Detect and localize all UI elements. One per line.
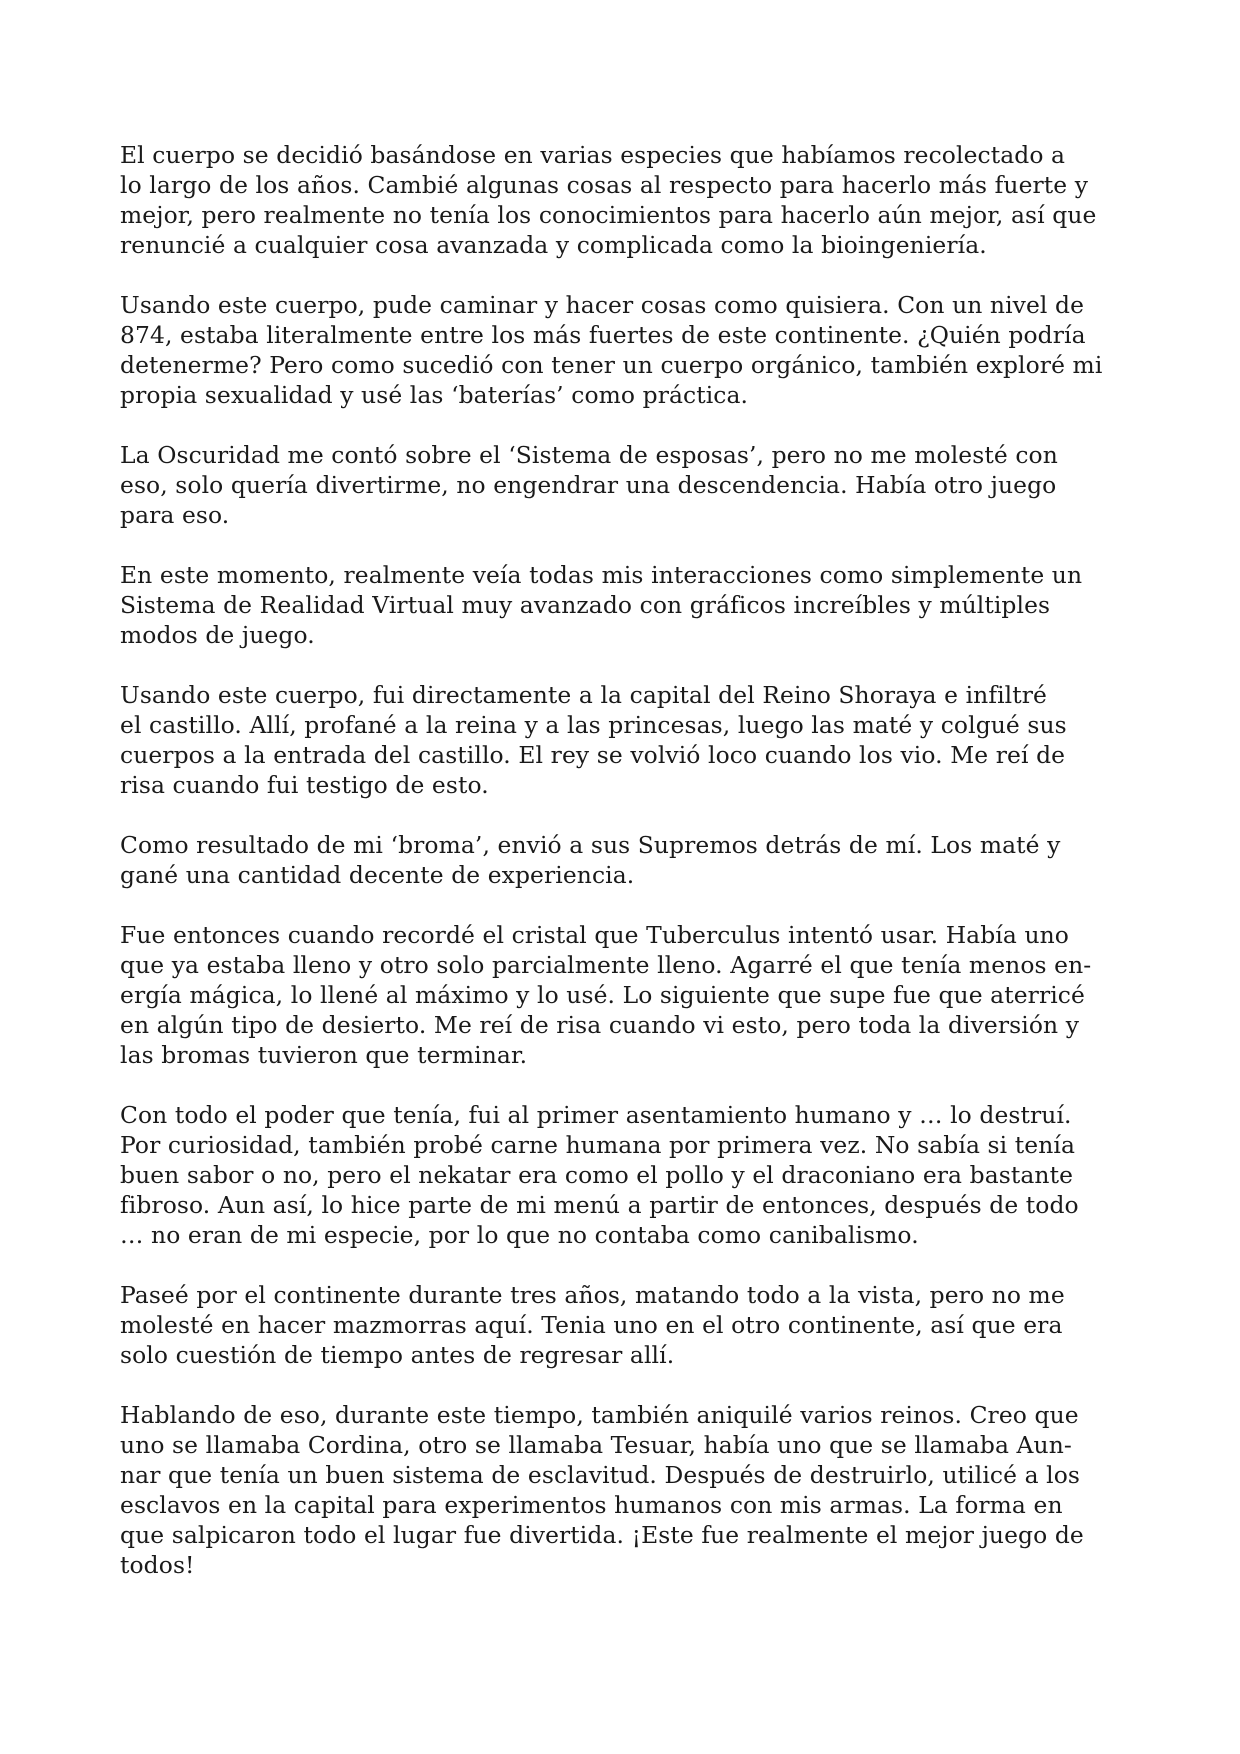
paragraph-3: La Oscuridad me contó sobre el ‘Sistema de esposas’, pero no me molesté con eso, solo quería divertirme, no engendrar una descendencia. Había otro juego para eso.: [120, 441, 1058, 529]
paragraph-1: El cuerpo se decidió basándose en varias especies que habíamos recolectado a lo largo de los años. Cambié algunas cosas al respecto para hacerlo más fuerte y mejor, pero realmente no tenía los conocimientos para hacerlo aún mejor, así que renuncié a cualquier cosa avanzada y complicada como la bioingeniería.: [120, 141, 1097, 259]
paragraph-9: Paseé por el continente durante tres años, matando todo a la vista, pero no me molesté en hacer mazmorras aquí. Tenia uno en el otro continente, así que era solo cuestión de tiempo antes de regresar allí.: [120, 1281, 1065, 1369]
paragraph-5: Usando este cuerpo, fui directamente a la capital del Reino Shoraya e infiltré el castillo. Allí, profané a la reina y a las princesas, luego las maté y colgué sus cuerpos a la entrada del castillo. El rey se volvió loco cuando los vio. Me reí de risa cuando fui testigo de esto.: [120, 681, 1067, 799]
document-page: [120, 140, 1120, 1610]
paragraph-7: Fue entonces cuando recordé el cristal que Tuberculus intentó usar. Había uno que ya estaba lleno y otro solo parcialmente lleno. Agarré el que tenía menos en- ergía mágica, lo llené al máximo y lo usé. Lo siguiente que supe fue que aterricé en algún tipo de desierto. Me reí de risa cuando vi esto, pero toda la diversión y las bromas tuvieron que terminar.: [120, 921, 1092, 1069]
paragraph-4: En este momento, realmente veía todas mis interacciones como simplemente un Sistema de Realidad Virtual muy avanzado con gráficos increíbles y múltiples modos de juego.: [120, 561, 1083, 649]
paragraph-10: Hablando de eso, durante este tiempo, también aniquilé varios reinos. Creo que uno se llamaba Cordina, otro se llamaba Tesuar, había uno que se llamaba Aun- nar que tenía un buen sistema de esclavitud. Después de destruirlo, utilicé a los esclavos en la capital para experimentos humanos con mis armas. La forma en que salpicaron todo el lugar fue divertida. ¡Este fue realmente el mejor juego de todos!: [120, 1401, 1084, 1579]
paragraph-2: Usando este cuerpo, pude caminar y hacer cosas como quisiera. Con un nivel de 874, estaba literalmente entre los más fuertes de este continente. ¿Quién podría detenerme? Pero como sucedió con tener un cuerpo orgánico, también exploré mi propia sexualidad y usé las ‘baterías’ como práctica.: [120, 291, 1103, 409]
paragraph-8: Con todo el poder que tenía, fui al primer asentamiento humano y … lo destruí. Por curiosidad, también probé carne humana por primera vez. No sabía si tenía buen sabor o no, pero el nekatar era como el pollo y el draconiano era bastante fibroso. Aun así, lo hice parte de mi menú a partir de entonces, después de todo … no eran de mi especie, por lo que no contaba como canibalismo.: [120, 1101, 1079, 1249]
paragraph-6: Como resultado de mi ‘broma’, envió a sus Supremos detrás de mí. Los maté y gané una cantidad decente de experiencia.: [120, 831, 1061, 889]
